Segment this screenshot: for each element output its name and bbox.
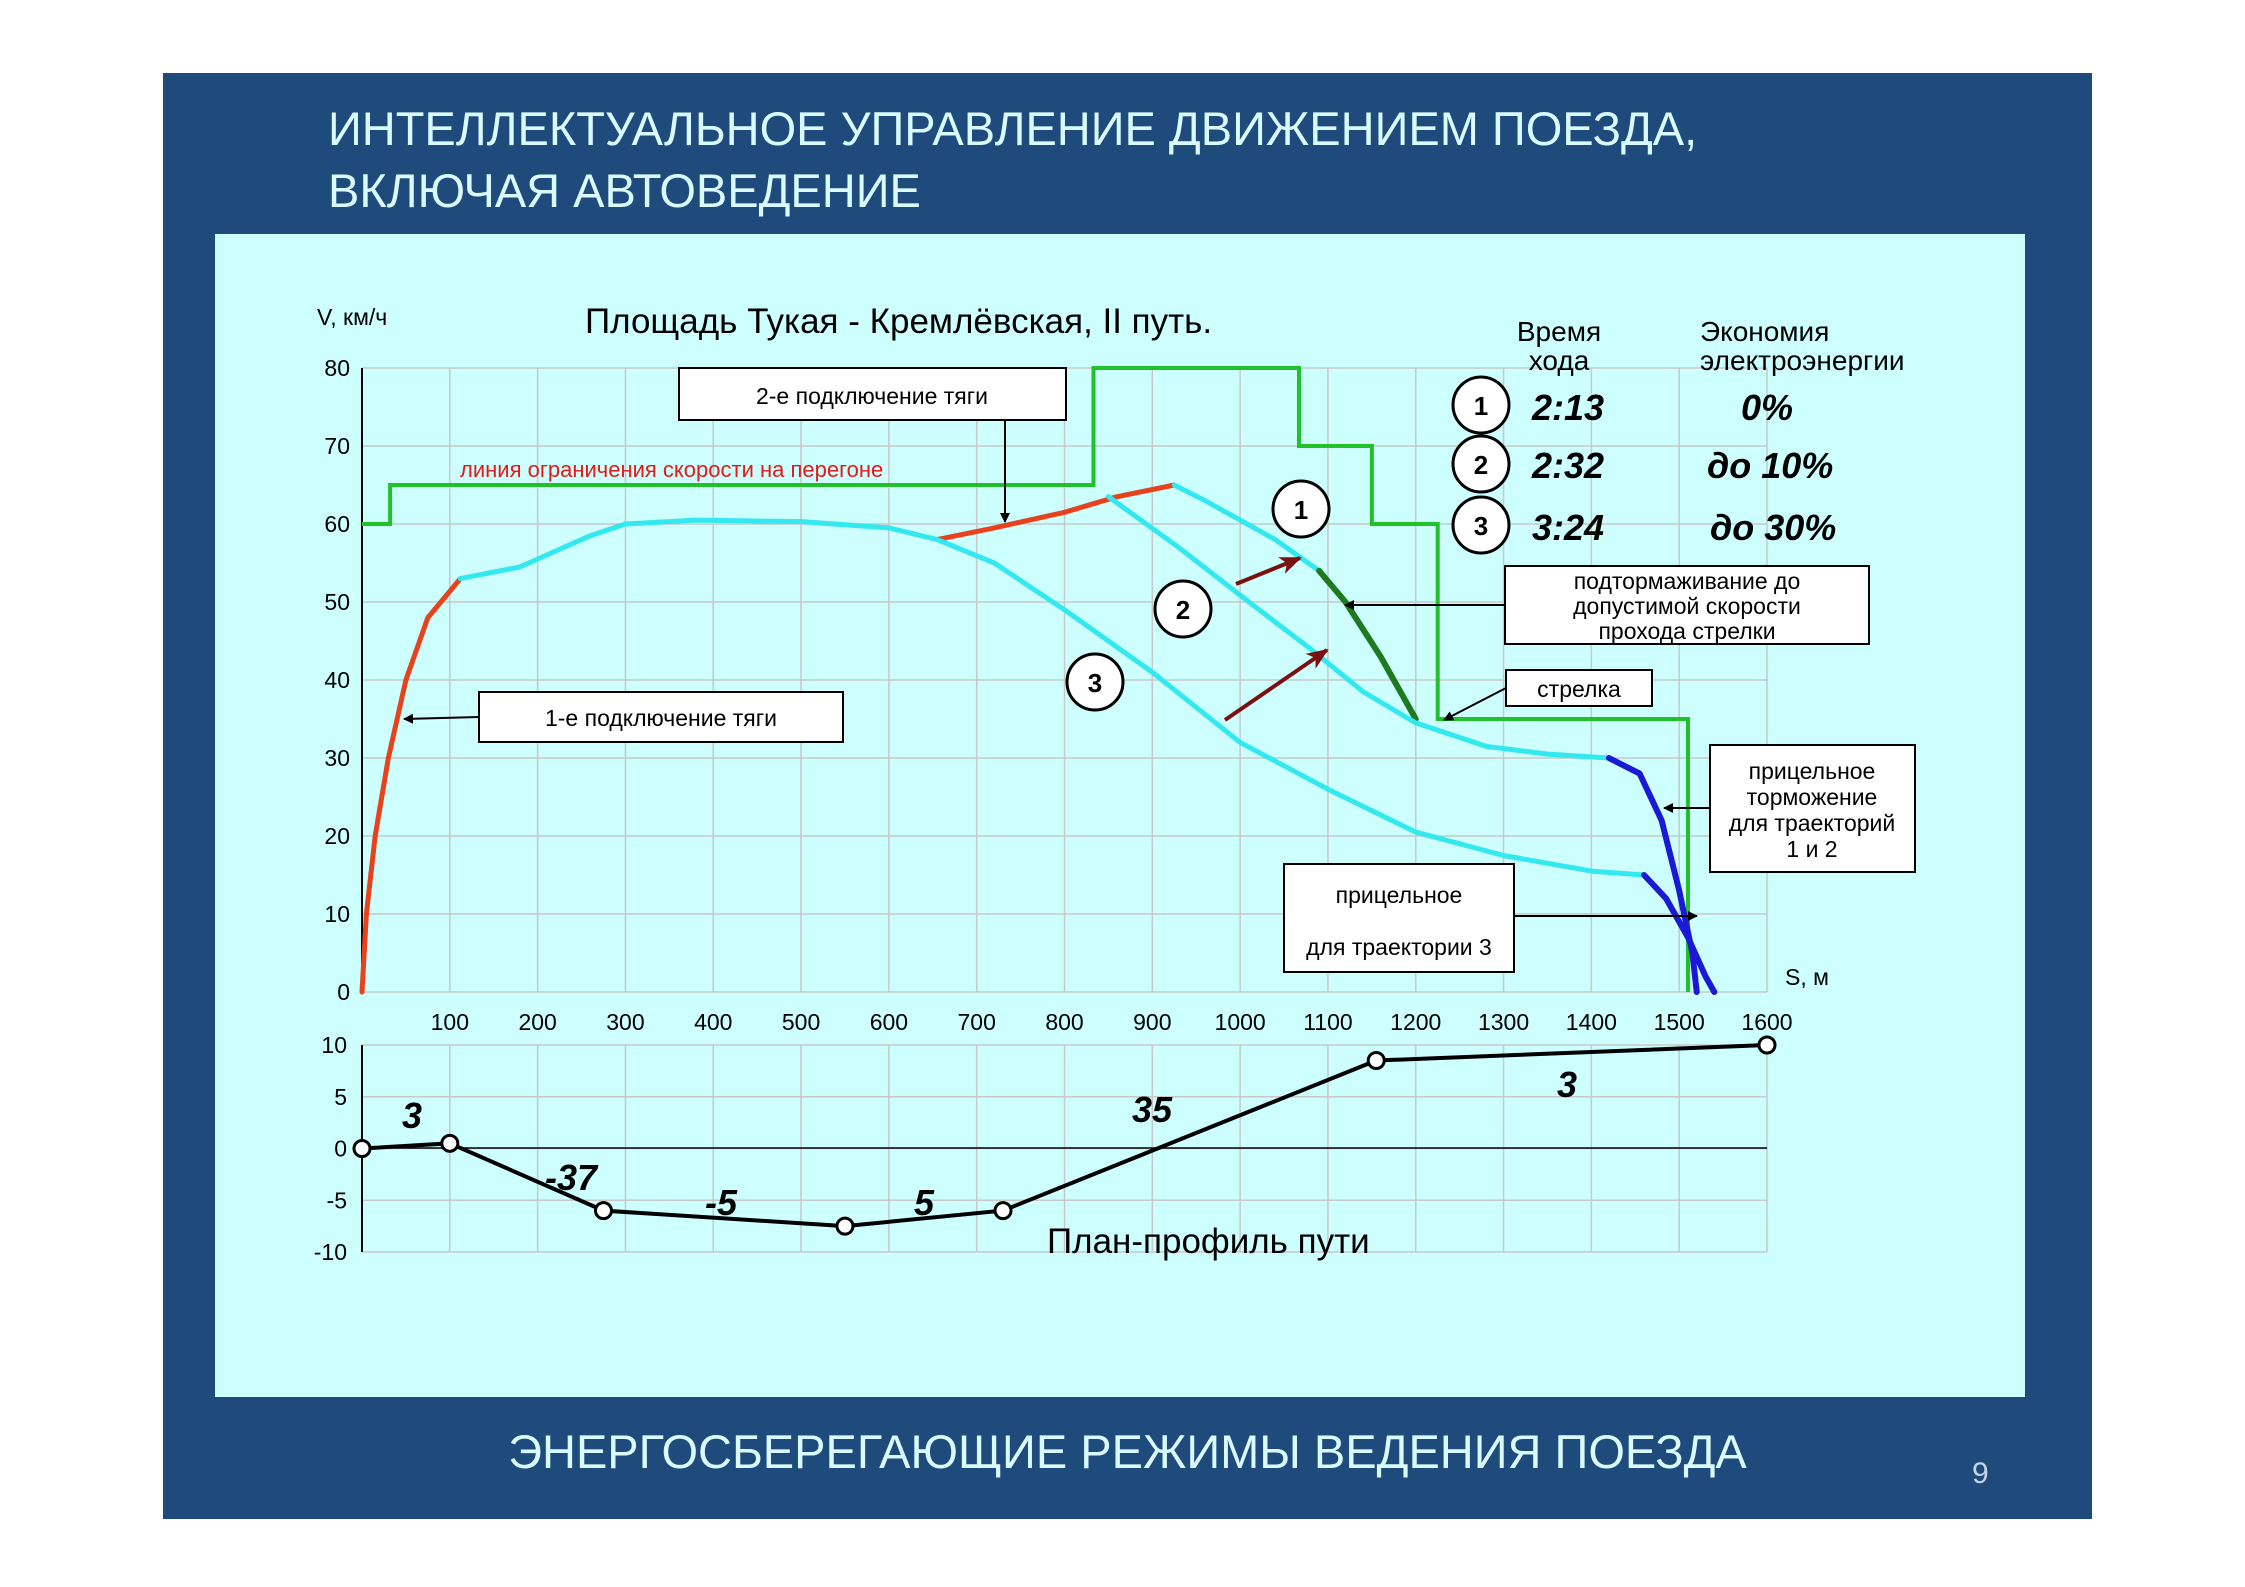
legend-row-1-savings: 0%	[1741, 387, 1794, 428]
legend-header-savings-line1: Экономия	[1700, 316, 1830, 347]
y-tick-label: 60	[324, 511, 350, 537]
speed-y-tick-labels	[324, 355, 350, 1005]
legend-row-1-id: 1	[1473, 391, 1489, 421]
legend-row-2-time: 2:32	[1532, 445, 1605, 486]
y-tick-label: 10	[324, 901, 350, 927]
profile-y-tick-label: -10	[313, 1239, 347, 1265]
trajectory-segment-coast	[460, 520, 937, 579]
slide-footer: ЭНЕРГОСБЕРЕГАЮЩИЕ РЕЖИМЫ ВЕДЕНИЯ ПОЕЗДА	[508, 1425, 1747, 1478]
svg-text:1: 1	[1293, 495, 1309, 525]
y-tick-label: 30	[324, 745, 350, 771]
trajectory-segment-traction	[937, 485, 1174, 540]
legend-header-savings-line2: электроэнергии	[1700, 345, 1905, 376]
profile-y-tick-label: -5	[326, 1187, 347, 1214]
callout-first-traction	[479, 692, 843, 742]
y-tick-label: 50	[324, 589, 350, 615]
callout-target-brake-1-2-line4: 1 и 2	[1786, 836, 1838, 862]
x-tick-label: 1100	[1303, 1009, 1353, 1035]
callout-pre-braking-line2: допустимой скорости	[1573, 593, 1801, 619]
callout-target-brake-1-2-line3: для траекторий	[1728, 810, 1896, 836]
legend-row-3-id: 3	[1473, 511, 1489, 541]
trajectory-segment-traction	[362, 579, 460, 992]
legend-row-2-savings: до 10%	[1707, 445, 1834, 486]
svg-text:3: 3	[1087, 668, 1103, 698]
legend-row-2-id: 2	[1473, 450, 1489, 480]
profile-chart-title: План-профиль пути	[1047, 1222, 1370, 1261]
trajectory-marker-2	[1155, 581, 1211, 637]
speed-chart-title: Площадь Тукая - Кремлёвская, II путь.	[585, 302, 1213, 341]
trajectory-marker-3	[1067, 654, 1123, 710]
grade-label-5: 35	[1132, 1089, 1173, 1130]
x-tick-label: 100	[430, 1009, 469, 1035]
x-tick-label: 1600	[1741, 1009, 1793, 1035]
callout-switch-text: стрелка	[1537, 676, 1621, 702]
grade-label-3: -5	[705, 1182, 738, 1223]
y-tick-label: 0	[337, 979, 350, 1005]
callout-switch	[1506, 670, 1652, 706]
y-tick-label: 40	[324, 667, 350, 693]
x-tick-label: 800	[1045, 1009, 1084, 1035]
grade-label-6: 3	[1557, 1064, 1578, 1105]
grade-label-1: 3	[402, 1095, 423, 1136]
y-tick-label: 20	[324, 823, 350, 849]
legend-row-1-time: 2:13	[1532, 387, 1605, 428]
callout-target-brake-3	[1284, 864, 1514, 972]
callout-pre-braking	[1505, 566, 1869, 644]
x-tick-label: 1200	[1390, 1009, 1442, 1035]
profile-point	[595, 1203, 611, 1219]
legend-row-3	[1453, 497, 1836, 553]
grade-label-2: -37	[545, 1157, 598, 1198]
x-tick-label: 600	[869, 1009, 909, 1035]
profile-point	[995, 1203, 1011, 1219]
callout-target-brake-1-2-line1: прицельное	[1748, 758, 1876, 784]
trajectory-shift-arrow-upper	[1236, 558, 1300, 584]
callout-second-traction-text: 2-е подключение тяги	[755, 383, 989, 409]
legend-row-2	[1453, 436, 1833, 492]
profile-point	[442, 1135, 458, 1151]
grade-label-4: 5	[914, 1182, 935, 1223]
callout-pre-braking-line3: прохода стрелки	[1598, 618, 1776, 644]
slide-title-line-2: ВКЛЮЧАЯ АВТОВЕДЕНИЕ	[328, 164, 921, 217]
y-tick-label: 70	[324, 433, 350, 459]
svg-text:2: 2	[1175, 595, 1191, 625]
profile-y-tick-label: 10	[321, 1032, 347, 1058]
speed-x-axis-label: S, м	[1785, 964, 1829, 990]
x-tick-label: 300	[606, 1009, 645, 1035]
page-number: 9	[1972, 1457, 1989, 1490]
x-tick-label: 900	[1133, 1009, 1172, 1035]
slide-title-line-1: ИНТЕЛЛЕКТУАЛЬНОЕ УПРАВЛЕНИЕ ДВИЖЕНИЕМ ПОЕЗДА,	[328, 102, 1698, 155]
callout-target-brake-1-2	[1710, 745, 1915, 872]
x-tick-label: 1000	[1214, 1009, 1266, 1035]
speed-limit-label: линия ограничения скорости на перегоне	[460, 457, 884, 482]
callout-pre-braking-line1: подтормаживание до	[1573, 568, 1801, 594]
callout-switch-arrow	[1444, 688, 1506, 720]
x-tick-label: 400	[694, 1009, 733, 1035]
callout-first-traction-arrow	[404, 717, 479, 719]
callout-target-brake-3-line3: для траектории 3	[1306, 934, 1492, 960]
x-tick-label: 200	[518, 1009, 557, 1035]
x-tick-label: 700	[957, 1009, 996, 1035]
speed-y-axis-label: V, км/ч	[317, 304, 388, 330]
legend-row-3-savings: до 30%	[1710, 507, 1837, 548]
x-tick-label: 1300	[1477, 1009, 1530, 1035]
profile-y-tick-labels	[314, 1032, 347, 1265]
callout-target-brake-3-line1: прицельное	[1335, 882, 1463, 908]
legend-header-time-line2: хода	[1528, 345, 1590, 376]
y-tick-label: 80	[324, 355, 350, 381]
profile-y-tick-label: 5	[334, 1083, 347, 1110]
callout-first-traction-text: 1-е подключение тяги	[544, 705, 778, 731]
legend-header-time-line1: Время	[1516, 316, 1602, 347]
x-tick-label: 1400	[1565, 1009, 1617, 1035]
speed-x-tick-labels	[431, 1009, 1793, 1035]
profile-point	[1368, 1053, 1384, 1069]
callout-second-traction	[679, 368, 1066, 420]
x-tick-label: 1500	[1653, 1009, 1705, 1035]
x-tick-label: 500	[781, 1009, 821, 1035]
callout-target-brake-1-2-line2: торможение	[1746, 784, 1878, 810]
profile-point	[837, 1218, 853, 1234]
legend-row-3-time: 3:24	[1532, 507, 1605, 548]
profile-point	[1759, 1037, 1775, 1053]
profile-y-tick-label: 0	[334, 1135, 347, 1162]
profile-point	[354, 1141, 370, 1157]
callout-target-brake-3-line2: торможение	[1333, 908, 1465, 934]
trajectory-marker-1	[1273, 481, 1329, 537]
